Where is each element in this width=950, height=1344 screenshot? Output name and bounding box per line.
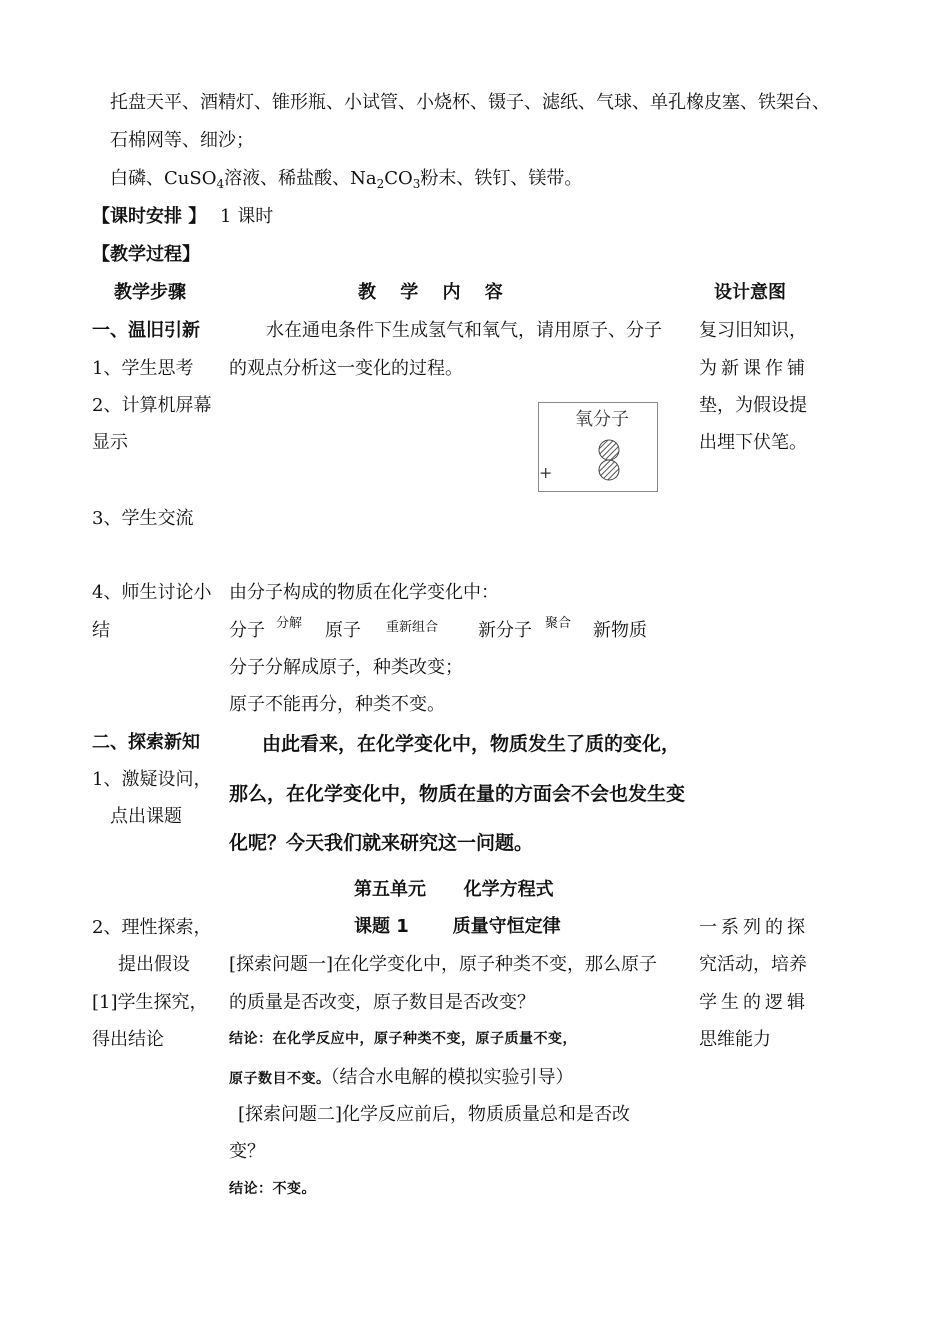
section2-step2b: 提出假设 [118, 954, 190, 975]
summary-line3: 原子不能再分，种类不变。 [229, 694, 445, 715]
section2-intent-line1: 一系列的探 [699, 917, 809, 938]
section1-content-line1: 水在通电条件下生成氢气和氧气，请用原子、分子 [266, 320, 662, 341]
section1-step4a: 4、师生讨论小 [92, 582, 212, 603]
question2-line1: [探索问题二]化学反应前后，物质质量总和是否改 [238, 1104, 631, 1125]
section1-intent-line2: 为新课作铺 [699, 358, 809, 379]
oxygen-molecule-figure [538, 402, 658, 492]
summary-intro: 由分子构成的物质在化学变化中： [229, 582, 499, 603]
section1-step2a: 2、计算机屏幕 [92, 395, 212, 416]
section1-step1: 1、学生思考 [92, 358, 194, 379]
section1-intent-line3: 垫，为假设提 [699, 395, 807, 416]
oxygen-molecule-icon [597, 439, 621, 483]
section2-intent-line4: 思维能力 [699, 1029, 771, 1050]
materials-text-c: CO [384, 168, 413, 189]
conclusion1-line1: 结论：在化学反应中，原子种类不变，原子质量不变， [229, 1031, 577, 1047]
materials-line-3 [110, 168, 582, 190]
chain-recombine: 重新组合 [386, 620, 439, 635]
summary-line2: 分子分解成原子，种类改变； [229, 657, 463, 678]
section1-step4b: 结 [92, 620, 110, 641]
lesson-title: 课题 1 质量守恒定律 [354, 916, 561, 937]
section1-step2b: 显示 [92, 432, 128, 453]
chain-new-molecule: 新分子 [478, 620, 532, 641]
question1-line1: [探索问题一]在化学变化中，原子种类不变，那么原子 [229, 954, 658, 975]
materials-text-b: 溶液、稀盐酸、Na [224, 168, 377, 189]
header-steps: 教学步骤 [114, 282, 186, 303]
section1-title: 一、温旧引新 [92, 320, 200, 341]
section1-intent-line1: 复习旧知识， [699, 320, 807, 341]
chain-new-substance: 新物质 [593, 620, 647, 641]
section2-intent-line3: 学生的逻辑 [699, 992, 809, 1013]
conclusion1-rest: （结合水电解的模拟实验引导） [330, 1067, 574, 1088]
section2-intent-line2: 究活动，培养 [699, 954, 807, 975]
section2-intro-line2: 那么，在化学变化中，物质在量的方面会不会也发生变 [229, 783, 686, 805]
conclusion2: 结论：不变。 [229, 1181, 316, 1197]
question1-line2: 的质量是否改变，原子数目是否改变？ [229, 992, 535, 1013]
chain-molecule: 分子 [229, 620, 265, 641]
section1-step3: 3、学生交流 [92, 508, 194, 529]
section2-title: 二、探索新知 [92, 732, 200, 753]
materials-line-2: 石棉网等、细沙； [110, 130, 254, 151]
header-intent: 设计意图 [714, 282, 786, 303]
schedule-row [92, 206, 273, 228]
process-heading: 【教学过程】 [92, 244, 200, 265]
conclusion1-line2 [229, 1067, 574, 1089]
chain-atom: 原子 [325, 620, 361, 641]
section2-step2c: [1]学生探究， [92, 992, 208, 1013]
materials-text-a: 白磷、CuSO [110, 168, 217, 189]
chain-aggregate: 聚合 [545, 616, 572, 631]
section2-intro-line3: 化呢？今天我们就来研究这一问题。 [229, 832, 534, 854]
schedule-label: 【课时安排 】 [92, 206, 207, 227]
materials-sub-3: 3 [412, 177, 421, 191]
section2-step2d: 得出结论 [92, 1029, 164, 1050]
figure-label: 氧分子 [575, 409, 629, 430]
section2-step2a: 2、理性探索， [92, 917, 212, 938]
plus-icon: + [539, 463, 553, 482]
materials-sub-1: 4 [216, 177, 225, 191]
section1-content-line2: 的观点分析这一变化的过程。 [229, 358, 463, 379]
section2-step1a: 1、激疑设问， [92, 769, 212, 790]
section2-intro-line1: 由此看来，在化学变化中，物质发生了质的变化， [262, 733, 681, 755]
materials-text-d: 粉末、铁钉、镁带。 [420, 168, 583, 189]
unit-title: 第五单元 化学方程式 [354, 879, 554, 900]
header-content: 教 学 内 容 [358, 282, 503, 303]
materials-sub-2: 2 [376, 177, 385, 191]
section2-step1b: 点出课题 [110, 806, 182, 827]
conclusion1-bold: 原子数目不变。 [229, 1071, 331, 1087]
section1-intent-line4: 出埋下伏笔。 [699, 432, 807, 453]
schedule-value: 1 课时 [220, 206, 274, 227]
chain-decompose: 分解 [276, 616, 303, 631]
question2-line2: 变？ [229, 1141, 265, 1162]
materials-line-1: 托盘天平、酒精灯、锥形瓶、小试管、小烧杯、镊子、滤纸、气球、单孔橡皮塞、铁架台、 [110, 92, 830, 113]
